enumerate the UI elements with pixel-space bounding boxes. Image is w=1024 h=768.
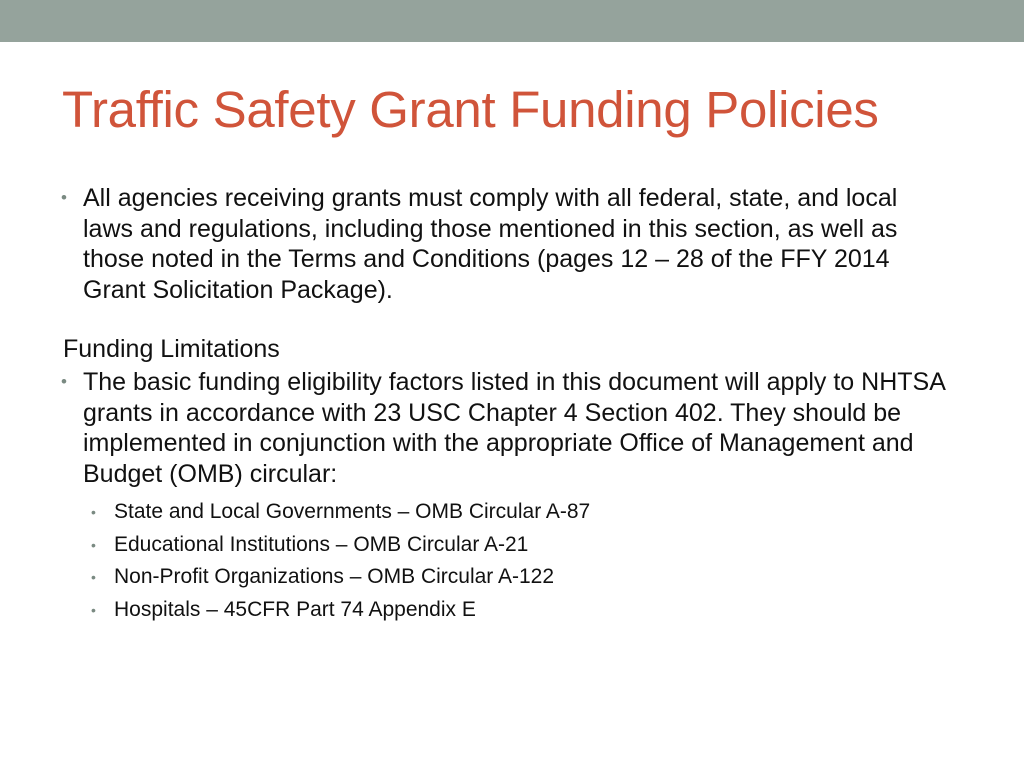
- slide-title: Traffic Safety Grant Funding Policies: [62, 81, 879, 138]
- sub-list-item: [91, 561, 960, 594]
- sub-list-item: [91, 529, 960, 562]
- sub-bullet-list: [60, 496, 960, 626]
- bullet-icon: •: [91, 504, 96, 520]
- section-heading: Funding Limitations: [63, 335, 280, 363]
- bullet-text: The basic funding eligibility factors listed in this document will apply to NHTSA grants in accordance with 23 USC Chapter 4 Section 402. They should be implemented in conjunction with the appropriate Office of Management and Budget (OMB) circular:: [83, 368, 945, 488]
- bullet-text: All agencies receiving grants must comply with all federal, state, and local laws and regulations, including those mentioned in this section, as well as those noted in the Terms and Conditions (pages 12 – 28 of the FFY 2014 Grant Solicitation Package).: [83, 184, 898, 304]
- slide-body: [60, 183, 960, 626]
- list-item: [60, 367, 960, 489]
- sub-list-item: [91, 594, 960, 627]
- list-item: [60, 183, 960, 305]
- top-accent-band: [0, 0, 1024, 42]
- bullet-icon: •: [91, 536, 96, 553]
- sub-bullet-text: Hospitals – 45CFR Part 74 Appendix E: [114, 597, 476, 621]
- bullet-icon: •: [61, 188, 67, 207]
- bullet-icon: •: [91, 569, 96, 585]
- bullet-icon: •: [91, 601, 96, 618]
- sub-bullet-text: Non-Profit Organizations – OMB Circular A-122: [114, 565, 555, 588]
- bullet-icon: •: [61, 372, 67, 391]
- sub-bullet-text: Educational Institutions – OMB Circular A-21: [114, 532, 529, 556]
- sub-list-item: [91, 496, 960, 529]
- sub-bullet-text: State and Local Governments – OMB Circular A-87: [114, 500, 591, 523]
